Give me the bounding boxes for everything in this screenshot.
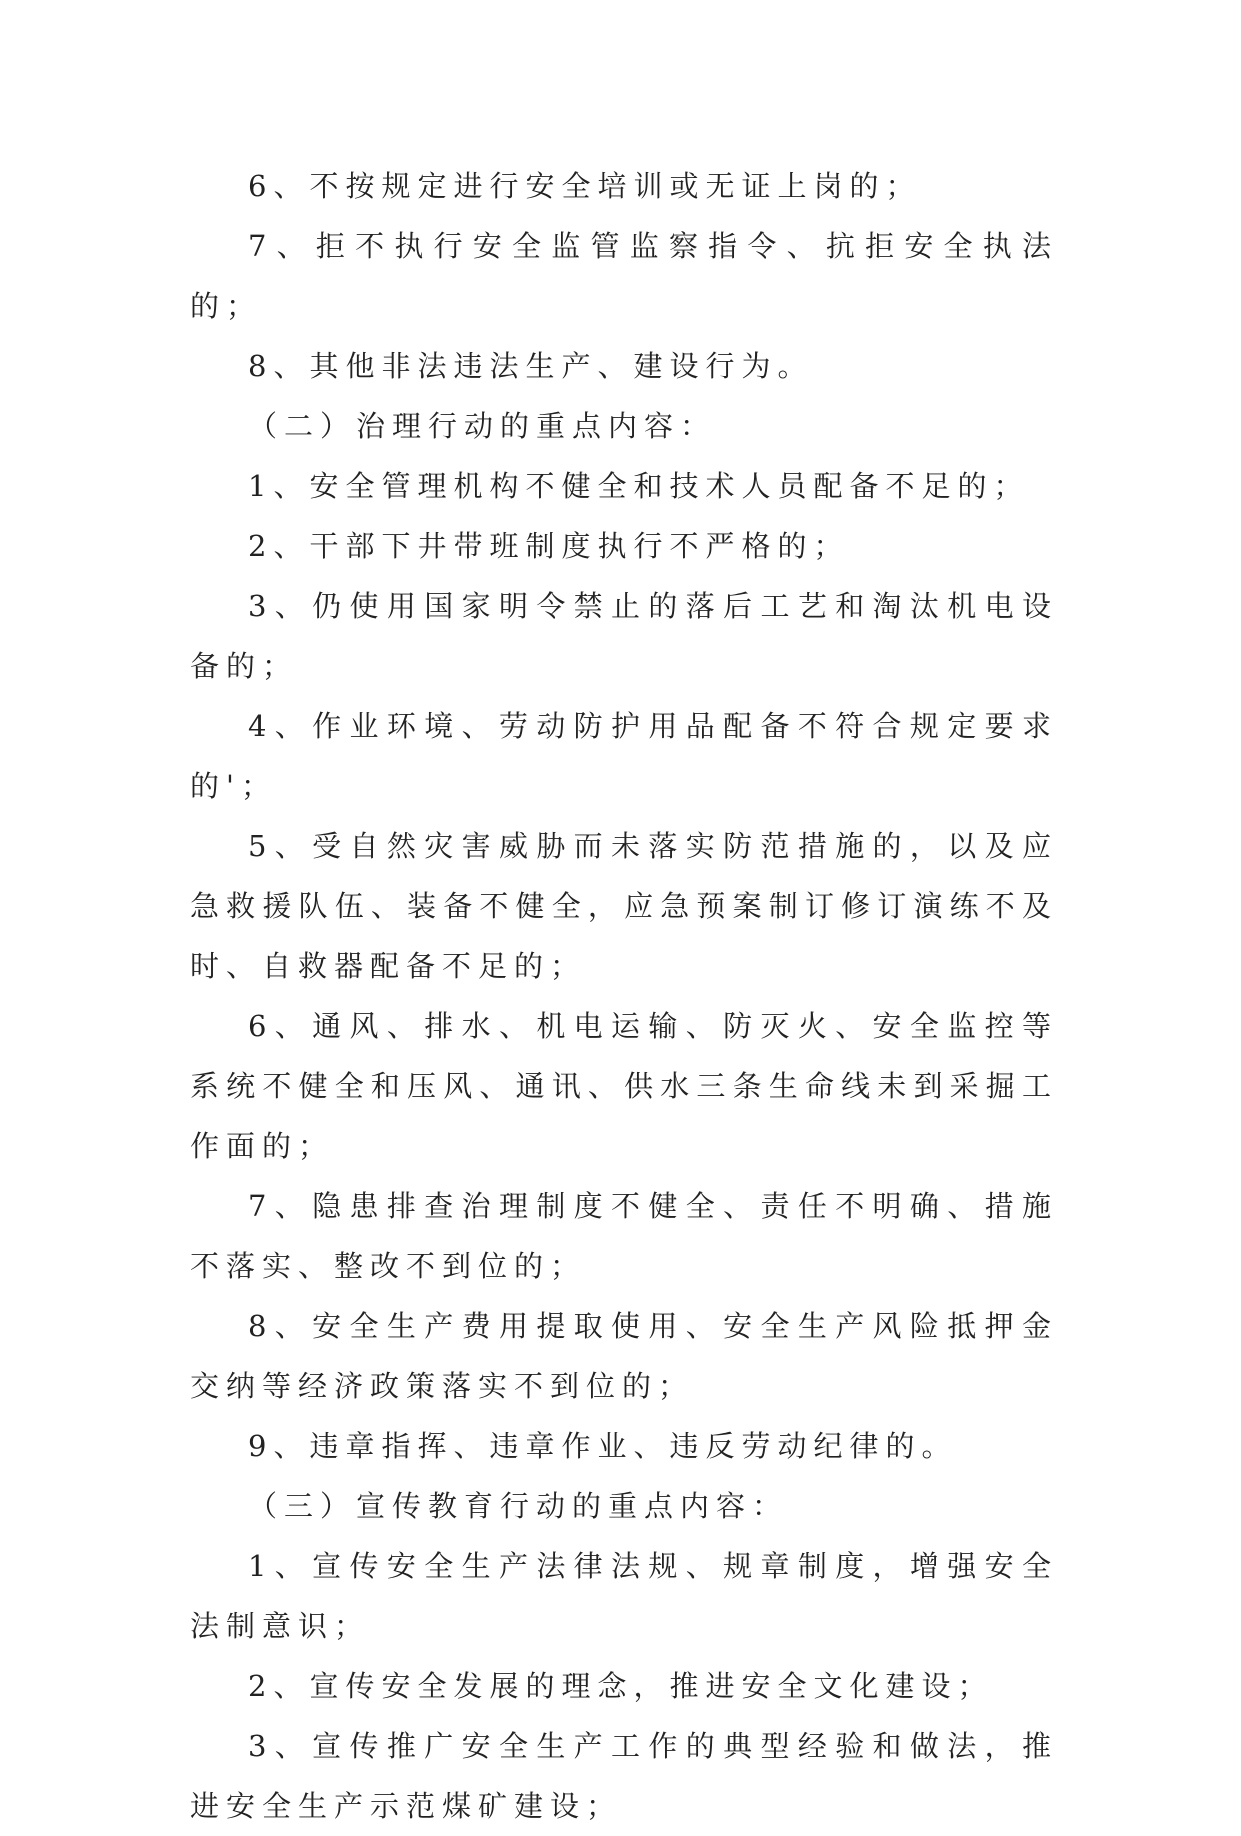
paragraph: 2、宣传安全发展的理念，推进安全文化建设；	[248, 1669, 994, 1703]
paragraph: 9、违章指挥、违章作业、违反劳动纪律的。	[248, 1429, 958, 1463]
section-heading: （三）宣传教育行动的重点内容：	[248, 1489, 789, 1523]
section-heading: （二）治理行动的重点内容：	[248, 409, 717, 443]
paragraph: 8、其他非法违法生产、建设行为。	[248, 349, 814, 383]
paragraph: 3、宣传推广安全生产工作的典型经验和做法，推进安全生产示范煤矿建设；	[190, 1729, 1058, 1823]
document-body	[190, 156, 1058, 1836]
paragraph: 7、隐患排查治理制度不健全、责任不明确、措施不落实、整改不到位的；	[190, 1189, 1058, 1283]
paragraph: 3、仍使用国家明令禁止的落后工艺和淘汰机电设备的；	[190, 589, 1058, 683]
paragraph: 1、安全管理机构不健全和技术人员配备不足的；	[248, 469, 1030, 503]
paragraph: 7、拒不执行安全监管监察指令、抗拒安全执法的；	[190, 229, 1058, 323]
paragraph: 4、作业环境、劳动防护用品配备不符合规定要求的'；	[190, 709, 1058, 803]
paragraph: 6、不按规定进行安全培训或无证上岗的；	[248, 169, 922, 203]
paragraph: 8、安全生产费用提取使用、安全生产风险抵押金交纳等经济政策落实不到位的；	[190, 1309, 1058, 1403]
paragraph: 6、通风、排水、机电运输、防灭火、安全监控等系统不健全和压风、通讯、供水三条生命线未到采掘工作面的；	[190, 1009, 1058, 1163]
paragraph: 5、受自然灾害威胁而未落实防范措施的，以及应急救援队伍、装备不健全，应急预案制订修订演练不及时、自救器配备不足的；	[190, 829, 1058, 983]
paragraph: 1、宣传安全生产法律法规、规章制度，增强安全法制意识；	[190, 1549, 1058, 1643]
paragraph: 2、干部下井带班制度执行不严格的；	[248, 529, 850, 563]
